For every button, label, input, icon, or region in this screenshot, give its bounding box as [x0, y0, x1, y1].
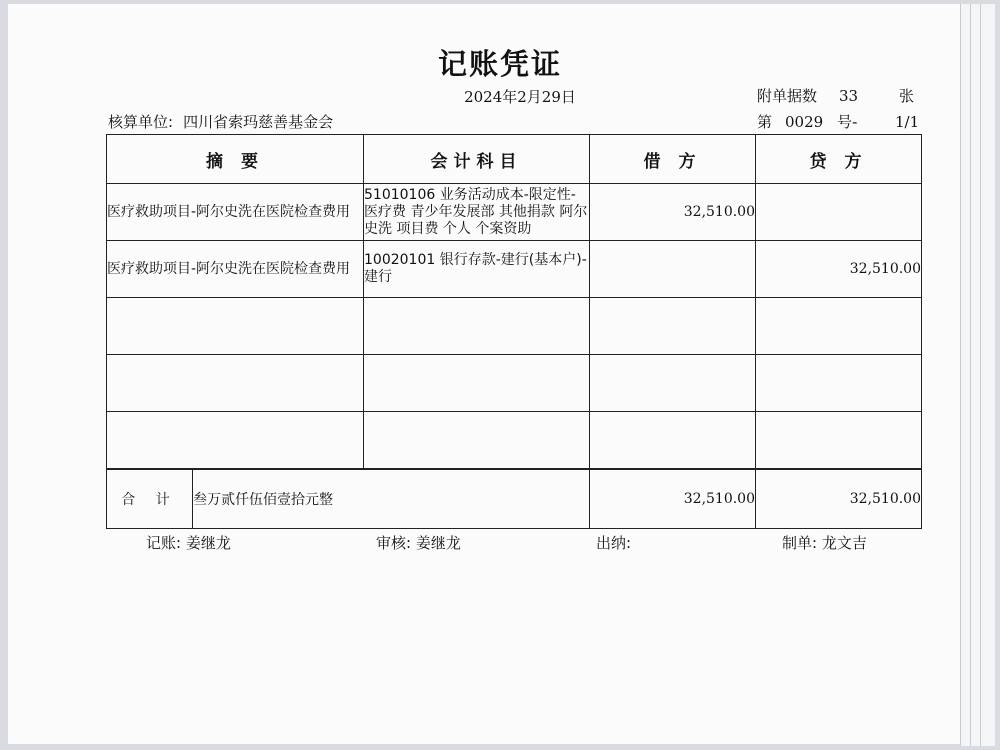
table-row — [107, 355, 922, 412]
voucher-table — [106, 134, 922, 529]
bookkeeper-signature: 记账: 姜继龙 — [146, 534, 231, 552]
attachments-info — [757, 85, 914, 106]
row-credit — [756, 298, 922, 355]
row-debit — [590, 298, 756, 355]
unit-label: 核算单位: — [108, 113, 174, 131]
header-summary: 摘 要 — [107, 135, 364, 184]
row-subject — [364, 355, 590, 412]
row-credit — [756, 355, 922, 412]
row-debit — [590, 355, 756, 412]
unit-name: 四川省索玛慈善基金会 — [183, 113, 334, 131]
row-subject — [364, 298, 590, 355]
row-summary: 医疗救助项目-阿尔史洗在医院检查费用 — [107, 184, 364, 241]
row-summary — [107, 355, 364, 412]
total-credit: 32,510.00 — [756, 469, 922, 529]
row-credit — [756, 184, 922, 241]
header-credit: 贷 方 — [756, 135, 922, 184]
voucher-date: 2024年2月29日 — [464, 88, 576, 106]
row-subject: 51010106 业务活动成本-限定性-医疗费 青少年发展部 其他捐款 阿尔史洗 项目费 个人 个案资助 — [364, 184, 590, 241]
voucher-no-suffix: 号- — [837, 113, 858, 131]
row-credit: 32,510.00 — [756, 241, 922, 298]
attachments-unit: 张 — [899, 87, 915, 105]
row-debit: 32,510.00 — [590, 184, 756, 241]
row-subject — [364, 412, 590, 470]
table-row — [107, 298, 922, 355]
row-debit — [590, 412, 756, 470]
table-row — [107, 241, 922, 298]
voucher-no-prefix: 第 — [757, 113, 773, 131]
voucher-page: 1/1 — [895, 113, 920, 131]
header-debit: 借 方 — [590, 135, 756, 184]
cashier-signature: 出纳: — [596, 534, 632, 552]
attachments-label: 附单据数 — [757, 87, 818, 105]
row-credit — [756, 412, 922, 470]
table-row — [107, 184, 922, 241]
total-row — [107, 469, 922, 529]
row-summary: 医疗救助项目-阿尔史洗在医院检查费用 — [107, 241, 364, 298]
reviewer-signature: 审核: 姜继龙 — [376, 534, 461, 552]
voucher-number — [757, 111, 919, 132]
preparer-signature: 制单: 龙文吉 — [782, 534, 867, 552]
table-row — [107, 412, 922, 470]
attachments-count: 33 — [839, 87, 859, 105]
voucher-title: 记账凭证 — [437, 47, 562, 81]
stacked-sheet-edge — [980, 4, 995, 746]
voucher-no-value: 0029 — [785, 113, 824, 131]
header-subject: 会计科目 — [364, 135, 590, 184]
row-subject: 10020101 银行存款-建行(基本户)-建行 — [364, 241, 590, 298]
row-summary — [107, 298, 364, 355]
total-label: 合 计 — [107, 469, 193, 529]
table-header-row — [107, 135, 922, 184]
row-summary — [107, 412, 364, 470]
accounting-unit — [108, 111, 333, 132]
total-amount-words: 叁万贰仟伍佰壹拾元整 — [193, 469, 590, 529]
total-debit: 32,510.00 — [590, 469, 756, 529]
row-debit — [590, 241, 756, 298]
